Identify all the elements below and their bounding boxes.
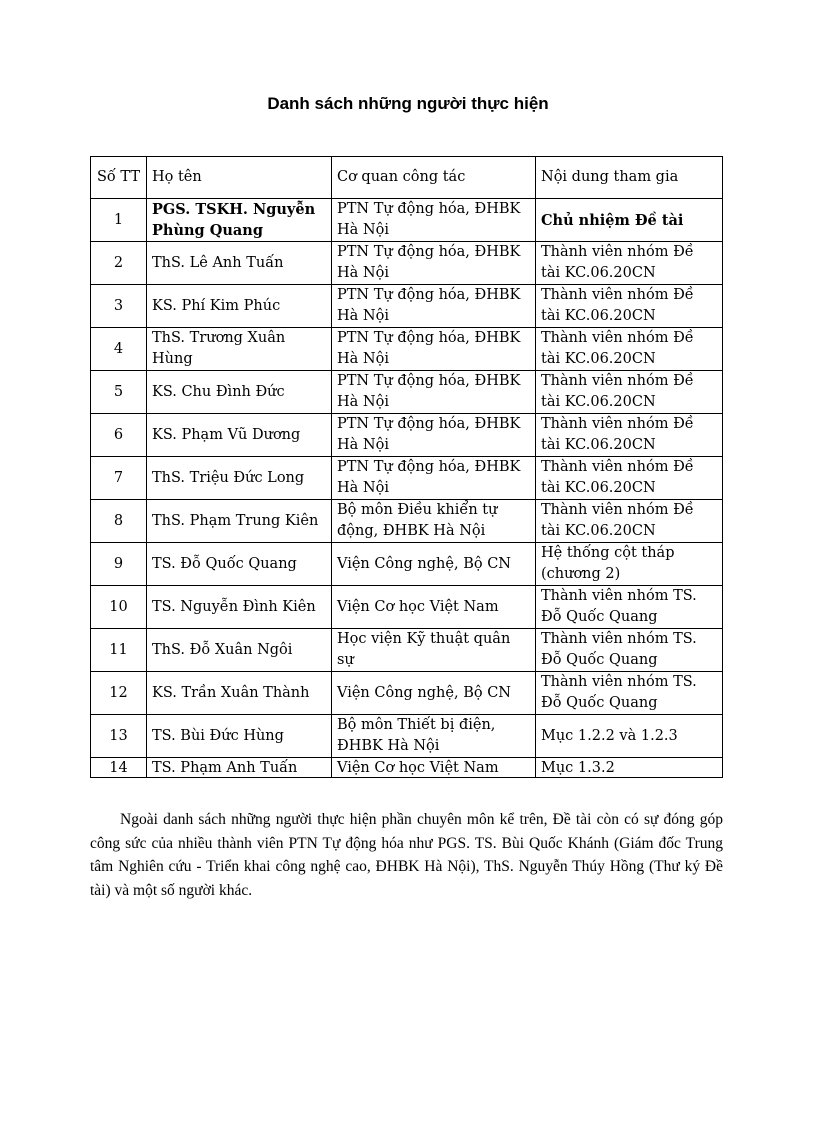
row-agency: PTN Tự động hóa, ĐHBK Hà Nội	[332, 328, 536, 371]
table-row	[91, 715, 723, 758]
row-stt: 4	[91, 328, 147, 371]
row-role: Thành viên nhóm Đề tài KC.06.20CN	[536, 242, 723, 285]
table-row	[91, 758, 723, 778]
table-row	[91, 500, 723, 543]
row-role: Thành viên nhóm Đề tài KC.06.20CN	[536, 371, 723, 414]
row-agency: Viện Cơ học Việt Nam	[332, 758, 536, 778]
row-name: ThS. Lê Anh Tuấn	[147, 242, 332, 285]
row-agency: Viện Công nghệ, Bộ CN	[332, 672, 536, 715]
row-agency: Viện Công nghệ, Bộ CN	[332, 543, 536, 586]
row-name: TS. Nguyễn Đình Kiên	[147, 586, 332, 629]
row-role: Thành viên nhóm Đề tài KC.06.20CN	[536, 285, 723, 328]
members-table	[90, 156, 723, 778]
row-stt: 14	[91, 758, 147, 778]
row-agency: Bộ môn Thiết bị điện, ĐHBK Hà Nội	[332, 715, 536, 758]
row-stt: 7	[91, 457, 147, 500]
row-agency: PTN Tự động hóa, ĐHBK Hà Nội	[332, 371, 536, 414]
table-row	[91, 285, 723, 328]
row-name: TS. Đỗ Quốc Quang	[147, 543, 332, 586]
row-stt: 12	[91, 672, 147, 715]
row-role: Thành viên nhóm TS. Đỗ Quốc Quang	[536, 629, 723, 672]
table-row	[91, 586, 723, 629]
row-stt: 11	[91, 629, 147, 672]
row-name: ThS. Phạm Trung Kiên	[147, 500, 332, 543]
row-agency: PTN Tự động hóa, ĐHBK Hà Nội	[332, 457, 536, 500]
row-role: Mục 1.3.2	[536, 758, 723, 778]
row-name: TS. Bùi Đức Hùng	[147, 715, 332, 758]
row-agency: Viện Cơ học Việt Nam	[332, 586, 536, 629]
row-stt: 13	[91, 715, 147, 758]
row-role: Thành viên nhóm Đề tài KC.06.20CN	[536, 328, 723, 371]
row-role: Thành viên nhóm TS. Đỗ Quốc Quang	[536, 672, 723, 715]
table-row	[91, 414, 723, 457]
page-title: Danh sách những người thực hiện	[267, 94, 549, 113]
row-role: Chủ nhiệm Đề tài	[536, 199, 723, 242]
row-name: KS. Trần Xuân Thành	[147, 672, 332, 715]
table-row	[91, 199, 723, 242]
row-agency: PTN Tự động hóa, ĐHBK Hà Nội	[332, 199, 536, 242]
table-row	[91, 328, 723, 371]
table-row	[91, 371, 723, 414]
table-row	[91, 543, 723, 586]
header-role: Nội dung tham gia	[536, 157, 723, 199]
header-agency: Cơ quan công tác	[332, 157, 536, 199]
row-role: Thành viên nhóm Đề tài KC.06.20CN	[536, 414, 723, 457]
row-agency: PTN Tự động hóa, ĐHBK Hà Nội	[332, 285, 536, 328]
table-row	[91, 457, 723, 500]
row-name: TS. Phạm Anh Tuấn	[147, 758, 332, 778]
table-header-row	[91, 157, 723, 199]
row-stt: 6	[91, 414, 147, 457]
row-name: ThS. Trương Xuân Hùng	[147, 328, 332, 371]
header-stt: Số TT	[91, 157, 147, 199]
row-name: KS. Phí Kim Phúc	[147, 285, 332, 328]
row-name: PGS. TSKH. Nguyễn Phùng Quang	[147, 199, 332, 242]
table-row	[91, 672, 723, 715]
row-name: ThS. Đỗ Xuân Ngôi	[147, 629, 332, 672]
row-agency: PTN Tự động hóa, ĐHBK Hà Nội	[332, 242, 536, 285]
row-name: ThS. Triệu Đức Long	[147, 457, 332, 500]
row-stt: 3	[91, 285, 147, 328]
row-role: Mục 1.2.2 và 1.2.3	[536, 715, 723, 758]
table-row	[91, 242, 723, 285]
row-stt: 8	[91, 500, 147, 543]
header-name: Họ tên	[147, 157, 332, 199]
row-stt: 5	[91, 371, 147, 414]
row-role: Thành viên nhóm TS. Đỗ Quốc Quang	[536, 586, 723, 629]
row-role: Hệ thống cột tháp (chương 2)	[536, 543, 723, 586]
row-stt: 1	[91, 199, 147, 242]
row-stt: 10	[91, 586, 147, 629]
row-agency: PTN Tự động hóa, ĐHBK Hà Nội	[332, 414, 536, 457]
row-stt: 2	[91, 242, 147, 285]
closing-paragraph: Ngoài danh sách những người thực hiện phần chuyên môn kể trên, Đề tài còn có sự đóng góp công sức của nhiều thành viên PTN Tự động hóa như PGS. TS. Bùi Quốc Khánh (Giám đốc Trung tâm Nghiên cứu - Triển khai công nghệ cao, ĐHBK Hà Nội), ThS. Nguyễn Thúy Hồng (Thư ký Đề tài) và một số người khác.	[90, 811, 723, 899]
row-agency: Bộ môn Điều khiển tự động, ĐHBK Hà Nội	[332, 500, 536, 543]
row-name: KS. Chu Đình Đức	[147, 371, 332, 414]
table-row	[91, 629, 723, 672]
row-agency: Học viện Kỹ thuật quân sự	[332, 629, 536, 672]
row-name: KS. Phạm Vũ Dương	[147, 414, 332, 457]
row-stt: 9	[91, 543, 147, 586]
row-role: Thành viên nhóm Đề tài KC.06.20CN	[536, 457, 723, 500]
row-role: Thành viên nhóm Đề tài KC.06.20CN	[536, 500, 723, 543]
